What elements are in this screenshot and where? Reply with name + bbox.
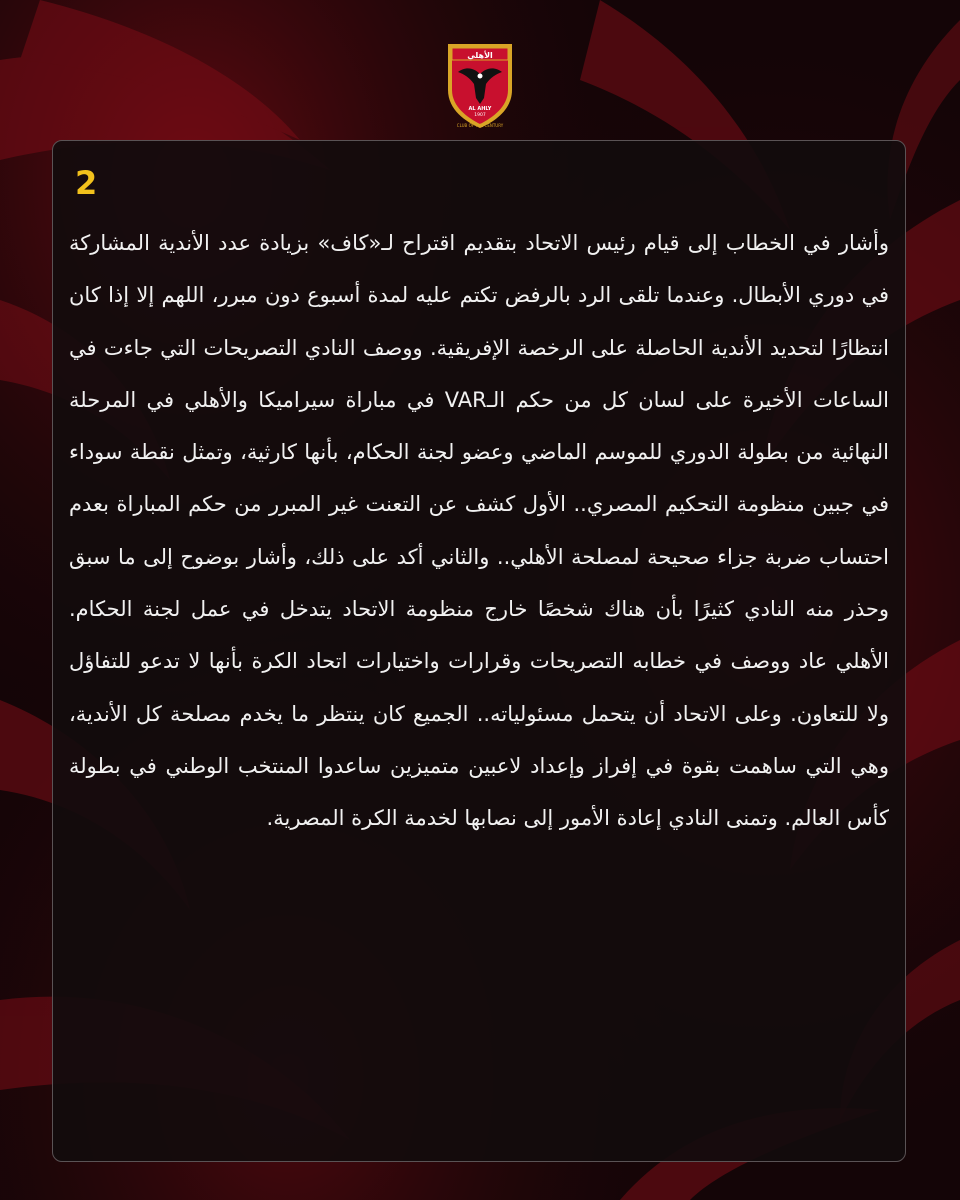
statement-card — [52, 140, 906, 1162]
crest-latin-name: AL AHLY — [468, 106, 492, 112]
crest-year: 1907 — [474, 113, 486, 118]
crest-motto: CLUB OF THE CENTURY — [456, 123, 504, 128]
crest-arabic-name: الأهلي — [467, 51, 493, 60]
statement-paragraph: وأشار في الخطاب إلى قيام رئيس الاتحاد بتقديم اقتراح لـ«كاف» بزيادة عدد الأندية المشاركة في دوري الأبطال. وعندما تلقى الرد بالرفض تكتم عليه لمدة أسبوع دون مبرر، اللهم إلا إذا كان انتظارًا لتحديد الأندية الحاصلة على الرخصة الإفريقية. ووصف النادي التصريحات التي جاءت في الساعات الأخيرة على لسان كل من حكم الـVAR في مباراة سيراميكا والأهلي في المرحلة النهائية من بطولة الدوري للموسم الماضي وعضو لجنة الحكام، بأنها كارثية، وتمثل نقطة سوداء في جبين منظومة التحكيم المصري.. الأول كشف عن التعنت غير المبرر من حكم المباراة بعدم احتساب ضربة جزاء صحيحة لمصلحة الأهلي.. والثاني أكد على ذلك، وأشار بوضوح إلى ما سبق وحذر منه النادي كثيرًا بأن هناك شخصًا خارج منظومة الاتحاد يتدخل في عمل لجنة الحكام. الأهلي عاد ووصف في خطابه التصريحات وقرارات واختيارات اتحاد الكرة بأنها لا تدعو للتفاؤل ولا للتعاون. وعلى الاتحاد أن يتحمل مسئولياته.. الجميع كان ينتظر ما يخدم مصلحة كل الأندية، وهي التي ساهمت بقوة في إفراز وإعداد لاعبين متميزين ساعدوا المنتخب الوطني في بطولة كأس العالم. وتمنى النادي إعادة الأمور إلى نصابها لخدمة الكرة المصرية. — [69, 231, 890, 831]
page-number: 2 — [75, 164, 98, 202]
al-ahly-crest-icon — [444, 38, 516, 130]
